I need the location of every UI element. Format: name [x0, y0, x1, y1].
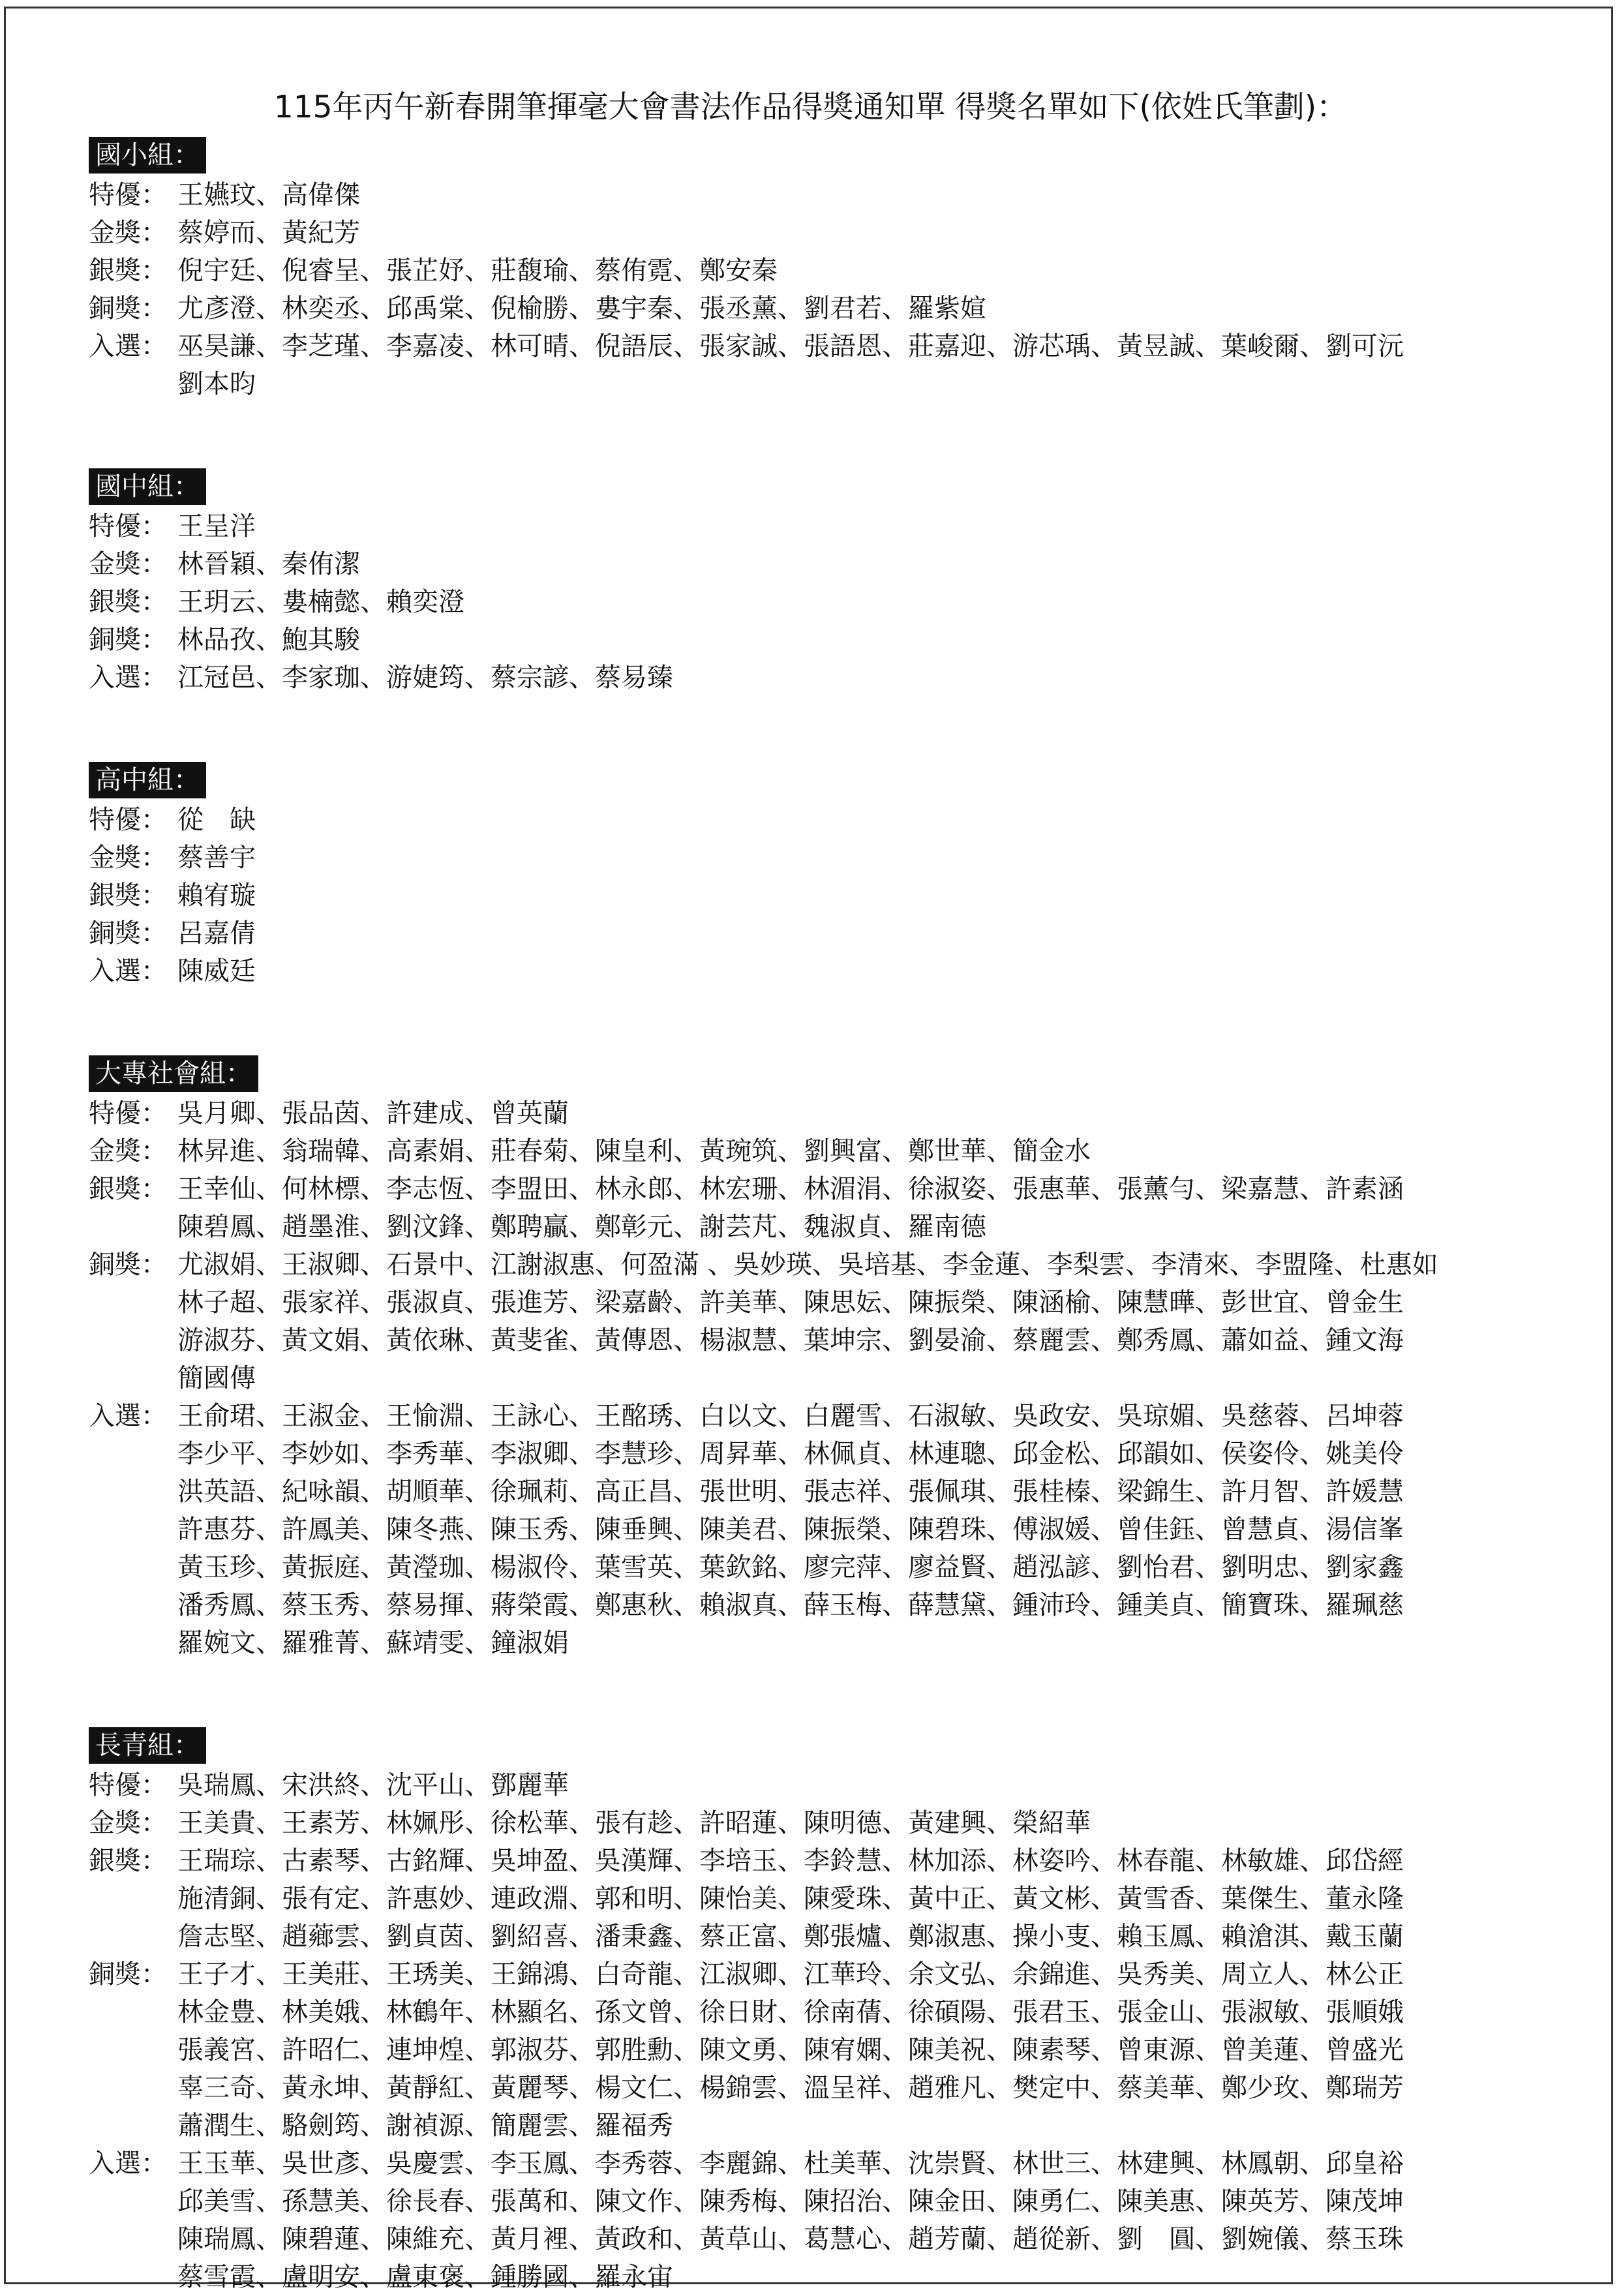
award-label: 銀獎：: [89, 1846, 167, 1876]
name-line: 蔡婷而、黃紀芳: [177, 218, 360, 248]
name-line: 江冠邑、李家珈、游婕筠、蔡宗諺、蔡易臻: [177, 663, 673, 693]
award-names: [177, 1397, 1602, 1662]
award-names: [177, 545, 1602, 583]
section-label: 大專社會組：: [89, 1055, 258, 1092]
name-line: 尤淑娟、王淑卿、石景中、江謝淑惠、何盈滿 、吳妙瑛、吳培基、李金蓮、李梨雲、李清來、李盟隆、杜惠如: [177, 1250, 1438, 1280]
award-row: [89, 877, 1602, 914]
award-names: [177, 1132, 1602, 1170]
award-row: [89, 1246, 1602, 1397]
name-line: 王子才、王美莊、王琇美、王錦鴻、白奇龍、江淑卿、江華玲、余文弘、余錦進、吳秀美、周立人、林公正: [177, 1959, 1404, 1989]
award-section: [89, 468, 1602, 697]
award-label: 特優：: [89, 805, 167, 835]
name-line: 洪英語、紀咏韻、胡順華、徐珮莉、高正昌、張世明、張志祥、張佩琪、張桂榛、梁錦生、許月智、許媛慧: [177, 1477, 1404, 1507]
award-label: 銀獎：: [89, 1174, 167, 1204]
award-label: 特優：: [89, 511, 167, 541]
award-row: [89, 1842, 1602, 1956]
name-line: 詹志堅、趙薌雲、劉貞茵、劉紹喜、潘秉鑫、蔡正富、鄭張爐、鄭淑惠、操小叓、賴玉鳳、賴滄淇、戴玉蘭: [177, 1922, 1404, 1952]
award-label: 金獎：: [89, 1808, 167, 1838]
award-label: 銀獎：: [89, 881, 167, 911]
award-row: [89, 2145, 1602, 2296]
award-row: [89, 1132, 1602, 1170]
award-row: [89, 1766, 1602, 1804]
award-names: [177, 1956, 1602, 2145]
section-label: 高中組：: [89, 762, 206, 798]
award-row: [89, 1804, 1602, 1842]
name-line: 李少平、李妙如、李秀華、李淑卿、李慧珍、周昇華、林佩貞、林連聰、邱金松、邱韻如、侯姿伶、姚美伶: [177, 1439, 1404, 1469]
name-line: 蔡雪霞、盧明安、盧東褒、鍾勝國、羅永宙: [177, 2262, 673, 2292]
award-names: [177, 952, 1602, 990]
award-section: [89, 762, 1602, 990]
award-label: 入選：: [89, 331, 167, 361]
award-row: [89, 545, 1602, 583]
award-row: [89, 176, 1602, 214]
award-row: [89, 583, 1602, 621]
award-label: 銀獎：: [89, 587, 167, 617]
award-names: [177, 327, 1602, 403]
award-row: [89, 290, 1602, 327]
award-label: 銅獎：: [89, 1959, 167, 1989]
page-title: 115年丙午新春開筆揮毫大會書法作品得獎通知單 得獎名單如下(依姓氏筆劃)：: [273, 89, 1348, 125]
award-names: [177, 839, 1602, 877]
name-line: 施清銅、張有定、許惠妙、連政淵、郭和明、陳怡美、陳愛珠、黃中正、黃文彬、黃雪香、葉傑生、董永隆: [177, 1884, 1404, 1914]
award-names: [177, 176, 1602, 214]
award-row: [89, 1170, 1602, 1246]
award-names: [177, 1766, 1602, 1804]
name-line: 呂嘉倩: [177, 918, 256, 948]
award-label: 金獎：: [89, 549, 167, 579]
name-line: 林昇進、翁瑞韓、高素娟、莊春菊、陳皇利、黃琬筑、劉興富、鄭世華、簡金水: [177, 1136, 1091, 1166]
name-line: 簡國傳: [177, 1363, 256, 1393]
name-line: 黃玉珍、黃振庭、黃瀅珈、楊淑伶、葉雪英、葉欽銘、廖完萍、廖益賢、趙泓諺、劉怡君、劉明忠、劉家鑫: [177, 1552, 1404, 1582]
name-line: 王嬿玟、高偉傑: [177, 180, 360, 210]
name-line: 王美貴、王素芳、林姵彤、徐松華、張有趁、許昭蓮、陳明德、黃建興、榮紹華: [177, 1808, 1091, 1838]
name-line: 吳瑞鳳、宋洪終、沈平山、鄧麗華: [177, 1770, 569, 1800]
award-label: 入選：: [89, 1401, 167, 1431]
award-row: [89, 1397, 1602, 1662]
award-label: 金獎：: [89, 1136, 167, 1166]
name-line: 王瑞琮、古素琴、古銘輝、吳坤盈、吳漢輝、李培玉、李鈴慧、林加添、林姿吟、林春龍、林敏雄、邱岱經: [177, 1846, 1404, 1876]
award-section: [89, 137, 1602, 403]
name-line: 倪宇廷、倪睿呈、張芷妤、莊馥瑜、蔡侑霓、鄭安秦: [177, 256, 778, 286]
name-line: 巫昊謙、李芝瑾、李嘉凌、林可晴、倪語辰、張家誠、張語恩、莊嘉迎、游芯瑀、黃昱誠、葉峻爾、劉可沅: [177, 331, 1404, 361]
award-names: [177, 290, 1602, 327]
award-row: [89, 327, 1602, 403]
award-row: [89, 1095, 1602, 1132]
name-line: 尤彥澄、林奕丞、邱禹棠、倪榆勝、婁宇秦、張丞薰、劉君若、羅紫媗: [177, 294, 986, 324]
award-names: [177, 801, 1602, 839]
award-names: [177, 914, 1602, 952]
name-line: 羅婉文、羅雅菁、蘇靖雯、鐘淑娟: [177, 1628, 569, 1658]
award-names: [177, 583, 1602, 621]
award-row: [89, 507, 1602, 545]
name-line: 邱美雪、孫慧美、徐長春、張萬和、陳文作、陳秀梅、陳招治、陳金田、陳勇仁、陳美惠、陳英芳、陳茂坤: [177, 2186, 1404, 2216]
award-label: 銅獎：: [89, 918, 167, 948]
award-row: [89, 1956, 1602, 2145]
award-label: 入選：: [89, 956, 167, 986]
section-label: 國小組：: [89, 137, 206, 174]
name-line: 林品孜、鮑其駿: [177, 625, 360, 655]
name-line: 王幸仙、何林標、李志恆、李盟田、林永郎、林宏珊、林湄涓、徐淑姿、張惠華、張薰勻、梁嘉慧、許素涵: [177, 1174, 1404, 1204]
award-section: [89, 1055, 1602, 1662]
award-label: 入選：: [89, 663, 167, 693]
name-line: 蕭潤生、駱劍筠、謝禎源、簡麗雲、羅福秀: [177, 2111, 673, 2141]
award-label: 金獎：: [89, 843, 167, 873]
award-label: 金獎：: [89, 218, 167, 248]
name-line: 從 缺: [177, 805, 256, 835]
award-sections: [89, 137, 1602, 2296]
section-label: 國中組：: [89, 468, 206, 505]
name-line: 王俞珺、王淑金、王愉淵、王詠心、王酩琇、白以文、白麗雪、石淑敏、吳政安、吳琼媚、吳慈蓉、呂坤蓉: [177, 1401, 1404, 1431]
award-names: [177, 214, 1602, 252]
section-label: 長青組：: [89, 1727, 206, 1764]
award-row: [89, 659, 1602, 697]
award-names: [177, 1095, 1602, 1132]
name-line: 吳月卿、張品茵、許建成、曾英蘭: [177, 1098, 569, 1128]
award-names: [177, 659, 1602, 697]
award-row: [89, 214, 1602, 252]
award-names: [177, 1804, 1602, 1842]
name-line: 潘秀鳳、蔡玉秀、蔡易揮、蔣榮霞、鄭惠秋、賴淑真、薛玉梅、薛慧黛、鍾沛玲、鍾美貞、簡寶珠、羅珮慈: [177, 1590, 1404, 1620]
name-line: 陳碧鳳、趙墨淮、劉汶鋒、鄭聘贏、鄭彰元、謝芸芃、魏淑貞、羅南德: [177, 1212, 986, 1242]
award-names: [177, 877, 1602, 914]
name-line: 劉本昀: [177, 369, 256, 399]
award-names: [177, 507, 1602, 545]
name-line: 賴宥璇: [177, 881, 256, 911]
award-row: [89, 839, 1602, 877]
award-label: 特優：: [89, 180, 167, 210]
name-line: 陳威廷: [177, 956, 256, 986]
award-names: [177, 1246, 1602, 1397]
award-label: 銅獎：: [89, 625, 167, 655]
award-label: 銅獎：: [89, 294, 167, 324]
name-line: 林子超、張家祥、張淑貞、張進芳、梁嘉齡、許美華、陳思妘、陳振榮、陳涵榆、陳慧曄、彭世宜、曾金生: [177, 1288, 1404, 1318]
award-row: [89, 801, 1602, 839]
award-names: [177, 252, 1602, 290]
award-section: [89, 1727, 1602, 2296]
award-label: 銅獎：: [89, 1250, 167, 1280]
name-line: 陳瑞鳳、陳碧蓮、陳維充、黃月裡、黃政和、黃草山、葛慧心、趙芳蘭、趙從新、劉 圓、劉婉儀、蔡玉珠: [177, 2224, 1404, 2254]
award-row: [89, 252, 1602, 290]
name-line: 林晉穎、秦侑潔: [177, 549, 360, 579]
award-names: [177, 621, 1602, 659]
name-line: 游淑芬、黃文娟、黃依琳、黃斐雀、黃傳恩、楊淑慧、葉坤宗、劉晏渝、蔡麗雲、鄭秀鳳、蕭如益、鍾文海: [177, 1325, 1404, 1355]
name-line: 王呈洋: [177, 511, 256, 541]
award-label: 特優：: [89, 1098, 167, 1128]
award-names: [177, 1842, 1602, 1956]
award-row: [89, 621, 1602, 659]
award-row: [89, 914, 1602, 952]
name-line: 辜三奇、黃永坤、黃靜紅、黃麗琴、楊文仁、楊錦雲、溫呈祥、趙雅凡、樊定中、蔡美華、鄭少玫、鄭瑞芳: [177, 2073, 1404, 2103]
award-label: 入選：: [89, 2149, 167, 2179]
name-line: 王玉華、吳世彥、吳慶雲、李玉鳳、李秀蓉、李麗錦、杜美華、沈崇賢、林世三、林建興、林鳳朝、邱皇裕: [177, 2149, 1404, 2179]
award-names: [177, 1170, 1602, 1246]
name-line: 王玥云、婁楠懿、賴奕澄: [177, 587, 464, 617]
award-label: 銀獎：: [89, 256, 167, 286]
name-line: 許惠芬、許鳳美、陳冬燕、陳玉秀、陳垂興、陳美君、陳振榮、陳碧珠、傅淑媛、曾佳鈺、曾慧貞、湯信峯: [177, 1515, 1404, 1545]
name-line: 林金豊、林美娥、林鶴年、林顯名、孫文曾、徐日財、徐南蒨、徐碩陽、張君玉、張金山、張淑敏、張順娥: [177, 1997, 1404, 2027]
name-line: 張義宮、許昭仁、連坤煌、郭淑芬、郭胜勳、陳文勇、陳宥嫻、陳美祝、陳素琴、曾東源、曾美蓮、曾盛光: [177, 2035, 1404, 2065]
award-row: [89, 952, 1602, 990]
award-label: 特優：: [89, 1770, 167, 1800]
award-names: [177, 2145, 1602, 2296]
name-line: 蔡善宇: [177, 843, 256, 873]
